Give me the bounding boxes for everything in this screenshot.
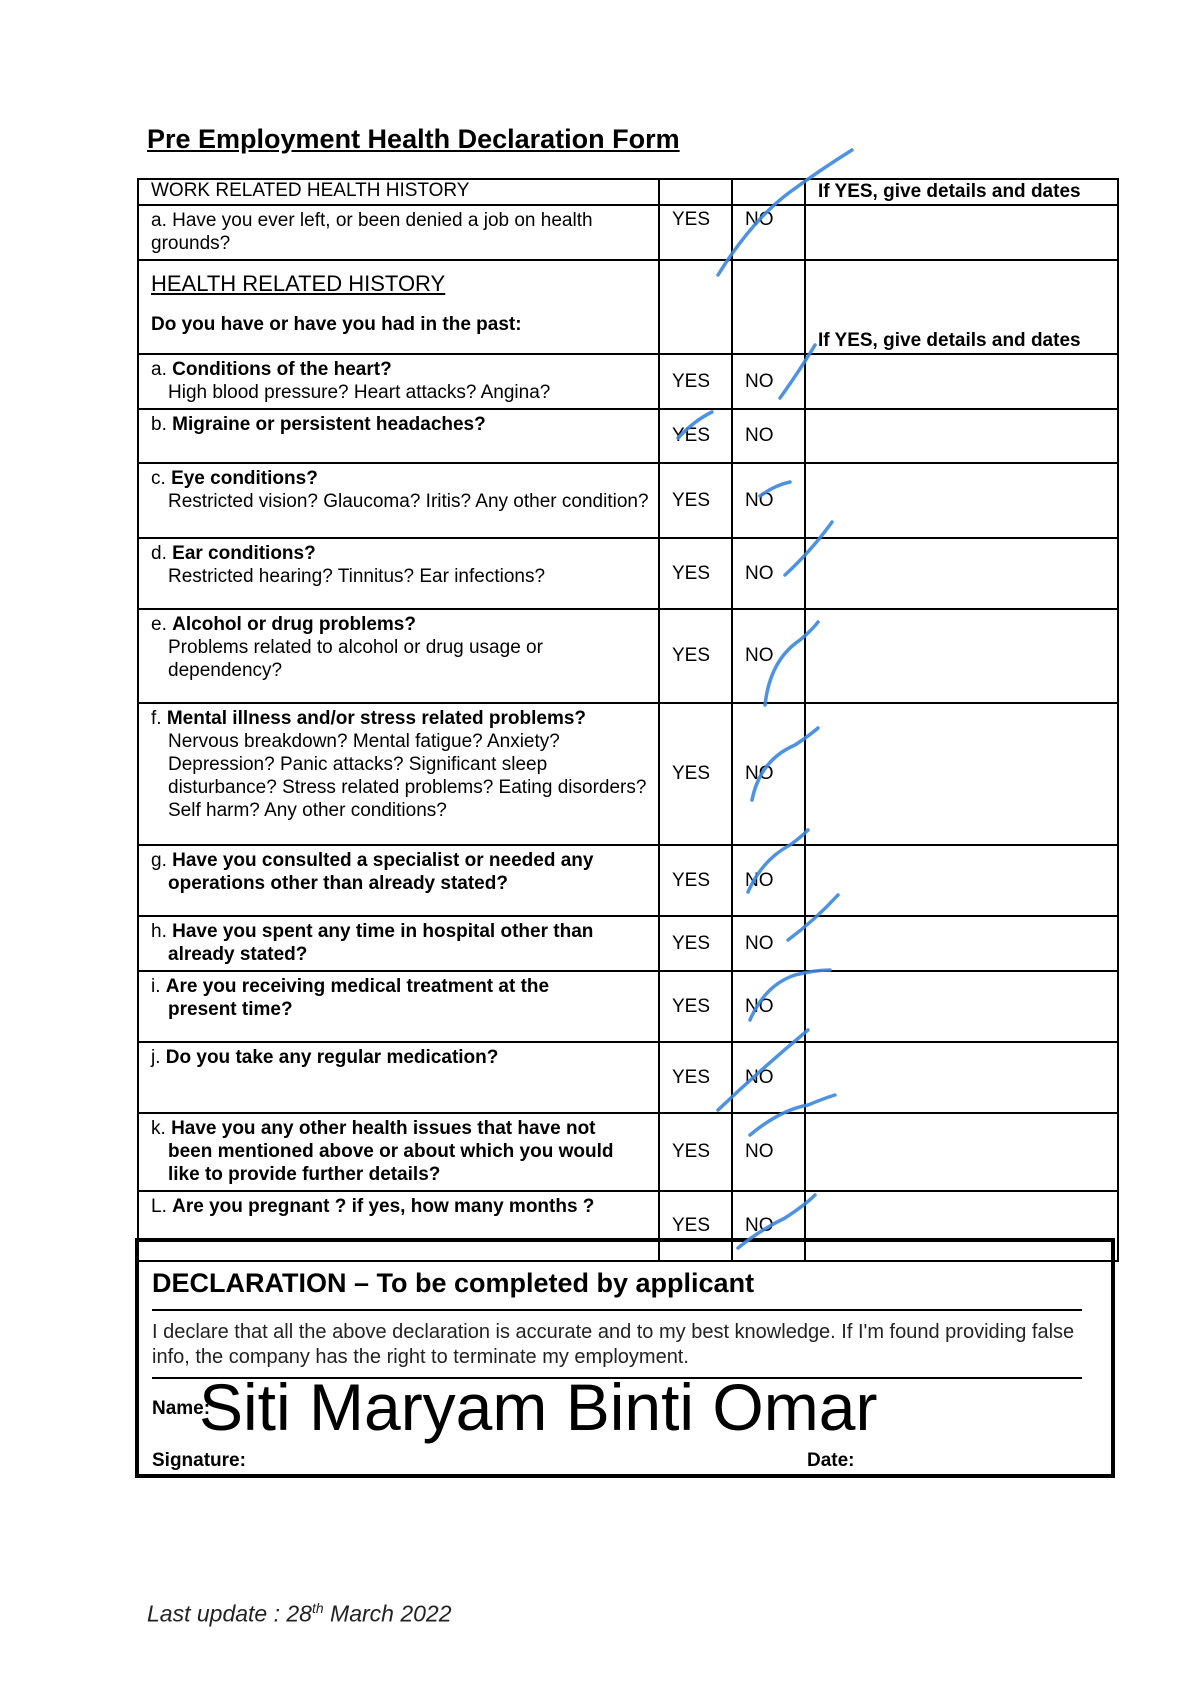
question-detail: Problems related to alcohol or drug usage or dependency? — [168, 637, 543, 681]
table-row — [138, 409, 1118, 463]
yes-option[interactable]: YES — [659, 409, 732, 463]
no-option[interactable]: NO — [732, 1113, 805, 1191]
yes-option[interactable]: YES — [659, 971, 732, 1042]
details-cell[interactable] — [805, 703, 1118, 845]
no-option[interactable]: NO — [732, 409, 805, 463]
details-cell[interactable] — [805, 845, 1118, 916]
date-label: Date: — [807, 1450, 855, 1471]
question-cell: a. Have you ever left, or been denied a job on health grounds? — [138, 205, 659, 260]
health-section-heading: HEALTH RELATED HISTORY — [151, 271, 446, 296]
question-title: Are you receiving medical treatment at the — [165, 976, 550, 997]
details-cell[interactable] — [805, 609, 1118, 703]
question-title: Eye conditions? — [171, 468, 318, 489]
question-cell: e. Alcohol or drug problems? Problems related to alcohol or drug usage or dependency? — [138, 609, 659, 703]
question-cell: i. Are you receiving medical treatment at the present time? — [138, 971, 659, 1042]
no-option[interactable]: NO — [732, 845, 805, 916]
table-row — [138, 916, 1118, 971]
no-option[interactable]: NO — [732, 703, 805, 845]
question-title: Mental illness and/or stress related problems? — [166, 708, 587, 729]
question-cell: a. Conditions of the heart? High blood pressure? Heart attacks? Angina? — [138, 354, 659, 409]
question-title-cont: been mentioned above or about which you would like to provide further details? — [168, 1141, 614, 1185]
question-title: Do you take any regular medication? — [165, 1047, 499, 1068]
details-cell[interactable] — [805, 971, 1118, 1042]
table-row — [138, 538, 1118, 609]
no-option[interactable]: NO — [732, 1042, 805, 1113]
question-cell: j. Do you take any regular medication? — [138, 1042, 659, 1113]
question-title: Migraine or persistent headaches? — [172, 414, 486, 435]
question-cell: f. Mental illness and/or stress related problems? Nervous breakdown? Mental fatigue? Anxiety? Depression? Panic attacks? Significant sleep disturbance? Stress related problems? Eating disorders? Self harm? Any other conditions? — [138, 703, 659, 845]
health-questions — [138, 354, 1118, 1261]
question-cell: k. Have you any other health issues that have not been mentioned above or about which you would like to provide further details? — [138, 1113, 659, 1191]
table-row — [138, 1042, 1118, 1113]
details-cell[interactable] — [805, 916, 1118, 971]
table-row — [138, 703, 1118, 845]
yes-option[interactable]: YES — [659, 538, 732, 609]
work-section-heading: WORK RELATED HEALTH HISTORY — [138, 179, 659, 205]
health-form-table — [137, 178, 1119, 1262]
health-section-subheading: Do you have or have you had in the past: — [151, 314, 522, 335]
yes-option[interactable]: YES — [659, 354, 732, 409]
question-title: Have you any other health issues that have not — [171, 1118, 596, 1139]
details-cell[interactable] — [805, 463, 1118, 538]
table-row — [138, 609, 1118, 703]
question-detail: Restricted hearing? Tinnitus? Ear infections? — [168, 566, 546, 587]
details-cell[interactable] — [805, 1042, 1118, 1113]
no-option[interactable]: NO — [732, 354, 805, 409]
question-cell: d. Ear conditions? Restricted hearing? Tinnitus? Ear infections? — [138, 538, 659, 609]
signature-label: Signature: — [152, 1450, 246, 1471]
name-label: Name: — [152, 1398, 211, 1419]
table-row — [138, 354, 1118, 409]
question-title-cont: already stated? — [168, 944, 308, 965]
question-cell: b. Migraine or persistent headaches? — [138, 409, 659, 463]
question-cell: g. Have you consulted a specialist or needed any operations other than already stated? — [138, 845, 659, 916]
no-option[interactable]: NO — [732, 916, 805, 971]
question-title: Alcohol or drug problems? — [172, 614, 416, 635]
no-option[interactable]: NO — [732, 205, 805, 260]
details-cell[interactable] — [805, 205, 1118, 260]
no-option[interactable]: NO — [732, 1191, 805, 1261]
question-cell: h. Have you spent any time in hospital other than already stated? — [138, 916, 659, 971]
details-cell[interactable] — [805, 354, 1118, 409]
question-detail: High blood pressure? Heart attacks? Angina? — [168, 382, 551, 403]
details-cell[interactable] — [805, 1113, 1118, 1191]
question-detail: Nervous breakdown? Mental fatigue? Anxiety? Depression? Panic attacks? Significant sleep disturbance? Stress related problems? Eating disorders? Self harm? Any other conditions? — [168, 731, 647, 821]
table-row — [138, 1113, 1118, 1191]
question-title: Ear conditions? — [172, 543, 316, 564]
table-row — [138, 971, 1118, 1042]
no-option[interactable]: NO — [732, 463, 805, 538]
declaration-text: I declare that all the above declaration is accurate and to my best knowledge. If I'm found providing false info, the company has the right to terminate my employment. — [152, 1321, 1075, 1368]
question-title-cont: operations other than already stated? — [168, 873, 508, 894]
details-heading: If YES, give details and dates — [805, 179, 1118, 205]
yes-option[interactable]: YES — [659, 916, 732, 971]
question-cell: c. Eye conditions? Restricted vision? Glaucoma? Iritis? Any other condition? — [138, 463, 659, 538]
question-title: Have you consulted a specialist or needed any — [172, 850, 594, 871]
details-cell[interactable] — [805, 409, 1118, 463]
details-heading: If YES, give details and dates — [805, 260, 1118, 354]
health-header-row — [138, 260, 1118, 354]
table-row — [138, 463, 1118, 538]
declaration-title: DECLARATION – To be completed by applicant — [152, 1268, 755, 1298]
yes-option[interactable]: YES — [659, 205, 732, 260]
work-header-row — [138, 179, 1118, 205]
question-title: Are you pregnant ? if yes, how many months ? — [172, 1196, 595, 1217]
question-cell: L. Are you pregnant ? if yes, how many months ? — [138, 1191, 659, 1261]
yes-option[interactable]: YES — [659, 845, 732, 916]
no-option[interactable]: NO — [732, 609, 805, 703]
details-cell[interactable] — [805, 538, 1118, 609]
table-row — [138, 205, 1118, 260]
form-title: Pre Employment Health Declaration Form — [147, 124, 680, 154]
divider — [152, 1309, 1082, 1311]
yes-option[interactable]: YES — [659, 1042, 732, 1113]
table-row — [138, 845, 1118, 916]
last-update: Last update : 28th March 2022 — [147, 1600, 452, 1627]
yes-option[interactable]: YES — [659, 1113, 732, 1191]
yes-option[interactable]: YES — [659, 703, 732, 845]
name-value[interactable]: Siti Maryam Binti Omar — [199, 1370, 878, 1444]
yes-option[interactable]: YES — [659, 1191, 732, 1261]
question-title-cont: present time? — [168, 999, 293, 1020]
no-option[interactable]: NO — [732, 971, 805, 1042]
question-title: Conditions of the heart? — [172, 359, 392, 380]
question-detail: Restricted vision? Glaucoma? Iritis? Any other condition? — [168, 491, 649, 512]
yes-option[interactable]: YES — [659, 463, 732, 538]
no-option[interactable]: NO — [732, 538, 805, 609]
yes-option[interactable]: YES — [659, 609, 732, 703]
declaration-box — [135, 1238, 1115, 1478]
question-title: Have you spent any time in hospital other than — [172, 921, 594, 942]
